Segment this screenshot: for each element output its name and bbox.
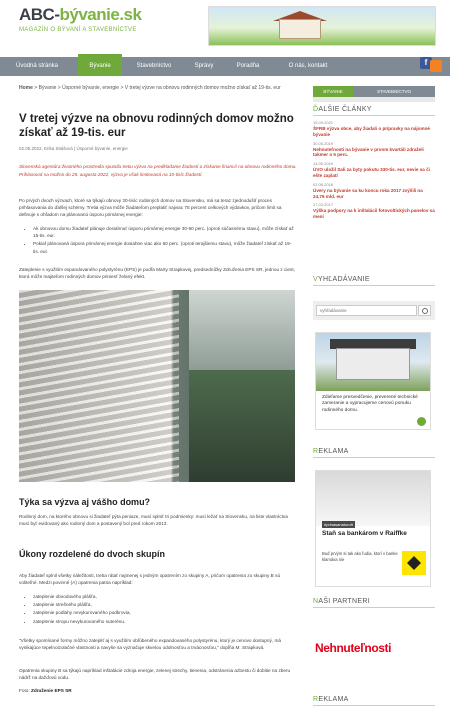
article-paragraph: Rodinný dom, na ktorého obnovu si žiadateľ pýta peniaze, musí splniť tri podmienky: musí ležať na Slovensku, na liste vlastníctva musí byť evidovaný ako rodinný dom a postavený bol pred rokom 2013. [19,514,288,527]
ad-logo-icon [417,417,426,426]
list-item: • zateplenie podlahy nevykurovaného podkrovia, [33,609,297,616]
breadcrumb-sep: > [120,85,124,91]
ad-house [336,348,410,380]
banner-house [279,19,321,39]
facebook-icon[interactable]: f [420,57,432,69]
article-paragraph: Po prvých dvoch výzvach, ktoré sa týkajú obnovy 30-tisíc rodinných domov na Slovensku, má sa teraz zjednodušiť proces prihlasovania do ďalšej schémy. Tretia výzva môže žiadateľom preplatiť najviac 75 percent celkových výdavkov, pričom limit sa definuje s ohľadom na plánovanú úsporu primárnej energie: [19,198,282,218]
measures-list [27,593,297,626]
news-date: 02.08.2018 [313,181,334,187]
news-title[interactable]: Nehnuteľnosti na bývanie v prvom kvartáli zdraželi takmer o 5 perc. [313,146,424,158]
nav-item-poradna[interactable]: Poradňa [236,63,260,69]
list-item: • zateplenie obvodového plášťa, [33,593,297,600]
savings-list [27,225,297,256]
breadcrumb-energie[interactable]: Úsporné bývanie, energie [62,85,120,91]
reklama-heading [313,448,435,458]
tab-stavebnictvo[interactable]: STAVEBNÍCTVO [353,86,435,97]
header-banner-ad[interactable] [208,6,436,46]
ad-subtitle: Buď prvým si tak ako ľudia, ktorí v banke klamáva nie [322,551,398,562]
heading-initial: R [313,448,319,455]
search-box [313,301,435,320]
list-item[interactable] [313,161,435,179]
heading-rest: ALŠIE ČLÁNKY [318,106,372,113]
news-date: 14.05.2019 [313,161,334,167]
news-date: 30.05.2019 [313,140,334,146]
photo-credit [19,688,72,693]
article-title: V tretej výzve na obnovu rodinných domov možno získať až 19-tis. eur [19,113,294,139]
photo-credit-value: Združenie EPS SR [31,688,72,693]
rss-icon[interactable] [430,60,442,72]
breadcrumb-home[interactable]: Home [19,85,33,91]
article-meta: 02.05.2022, Erika Sitášová | Úsporné bývanie, energie [19,146,128,151]
heading-rest: EKLAMA [318,448,349,455]
search-icon[interactable] [418,305,431,316]
heading-initial: R [313,696,319,703]
tab-byvanie[interactable]: BÝVANIE [313,86,353,97]
section-heading: Týka sa výzva aj vášho domu? [19,497,151,507]
site-header [0,0,450,57]
nav-item-byvanie[interactable]: Bývanie [78,54,122,76]
heading-initial: N [313,598,319,605]
section-heading: Úkony rozdelené do dvoch skupín [19,549,166,559]
nav-item-stavebnictvo[interactable]: Stavebníctvo [136,63,172,69]
search-input[interactable] [316,305,417,316]
logo-subtitle: MAGAZÍN O BÝVANÍ A STAVEBNÍCTVE [19,27,137,33]
ad-title: Staň sa bankárom v Raiffke [322,530,407,537]
article-paragraph: Aby žiadateľ splnil všetky náležitosti, treba rátať najmenej s jedným opatrením zo skupiny A, pričom opatrenia zo skupiny B sú voliteľné. Medzi povinné (A) opatrenia patria napríklad: [19,573,281,586]
news-title[interactable]: ÚVO uložil Sali za byty pokutu 330-tis. eur, nevie sa či ešte zaplatí [313,167,430,178]
breadcrumb [19,84,304,93]
sidebar-ad-house[interactable] [315,332,431,430]
list-item[interactable] [313,182,435,200]
list-item: • Pokiaľ plánovaná úspora primárnej energie dosiahne viac ako 60 perc. (oproti terajšiemu stavu), môže žiadateľ získať až 19-tis. eur. [33,240,297,254]
article-photo [19,290,295,482]
news-list [313,120,435,223]
tab-panel-strip [313,97,435,102]
partner-logo-nehnutelnosti[interactable]: Nehnuteľnosti [315,641,392,655]
logo-byvanie: bývanie [59,5,120,24]
article-lead: Slovenská agentúra životného prostredia spustila tretiu výzvu na predkladanie žiadostí o získanie financií na obnovu rodinného domu. Prihlasovať sa možno do 25. augusta 2022, výzva je však limitovaná na 10-tisíc žiadostí. [19,164,297,177]
news-title[interactable]: Výška podpory na k inštalácii fotovoltických panelov sa mení [313,208,435,220]
logo-tld: .sk [119,5,142,24]
article-paragraph: Opatrenia skupiny B sa týkajú napríklad inštalácie zdroja energie, zelenej strechy, tienenia, odstránenia azbestu či dobitie na zberu nádrž na dažďovú vodu. [19,668,291,681]
heading-initial: Ď [313,106,319,113]
breadcrumb-sep: > [34,85,38,91]
nav-item-kontakt[interactable]: O nás, kontakt [288,63,328,69]
photo-trees [189,370,295,482]
site-logo[interactable] [19,5,141,25]
heading-rest: EKLAMA [318,696,349,703]
reklama-heading-2 [313,696,435,706]
photo-credit-label: Foto: [19,688,30,693]
nav-item-spravy[interactable]: Správy [194,63,214,69]
sidebar-ad-raiffeisen[interactable] [315,470,431,587]
heading-rest: AŠI PARTNERI [318,598,370,605]
news-title[interactable]: Úvery na bývanie sa ku koncu roka 2017 zvýšili na 24,76 mld. eur [313,187,423,199]
breadcrumb-sep: > [57,85,61,91]
news-title[interactable]: ŠFRB výzva obce, aby žiadali o prípravky na nájomné bývanie [313,126,430,137]
news-date: 27.03.2017 [313,202,334,208]
article-paragraph: Zateplenie s využitím expandovaného polystyrénu (EPS) je podľa Marty Strapkovej, predsedníčky Združenia EPS SR, jednou z ciest, ktorá môže majiteľom rodinných domov priniesť želaný efekt. [19,267,295,280]
breadcrumb-current: V tretej výzve na obnovu rodinných domov možno získať až 19-tis. eur [124,85,281,91]
ad-image [316,471,431,526]
news-date: 15.09.2021 [313,120,334,125]
ad-hashtag: #prinasanaturoft [324,522,353,527]
ad-text: Zdieľame presvedčenie, preverené technické zameranie a vypracujeme cenovú ponuku rodinného domu. [322,395,418,413]
search-heading [313,276,435,286]
photo-insulated-wall [19,290,179,482]
list-item: • zateplenie strešného plášťa, [33,601,297,608]
nav-item-home[interactable]: Úvodná stránka [15,63,59,69]
main-nav [0,57,450,76]
photo-sky [189,290,295,370]
heading-initial: V [313,276,318,283]
logo-abc: ABC- [19,5,60,24]
list-item[interactable] [313,141,435,159]
heading-rest: YHĽADÁVANIE [317,276,370,283]
breadcrumb-byvanie[interactable]: Bývanie [38,85,57,91]
list-item[interactable] [313,202,435,220]
article-quote: "Všetky spomínané formy môžno zatepliť aj s využitím obľúbeného expandovaného polystyrénu, ktorý je cenovo dostupný, má vynikajúce tepelnoizolačné vlastnosti a navyše sa vyznačuje skvelou odolnosťou a trvácnosťou," dopĺňa M. Strapková. [19,638,281,651]
list-item: • zateplenie stropu nevykurovaného suterénu. [33,618,297,625]
list-item: • Ak obnovou domu žiadateľ plánuje dosiahnuť úsporu primárnej energie 30-60 perc. (oproti súčasnému stavu), môže získať až 15-tis. eur. [33,225,297,239]
partners-heading [313,598,435,608]
ad-image [316,333,431,391]
list-item[interactable] [313,120,435,138]
more-articles-heading [313,106,435,116]
sidebar-tabs [313,86,435,97]
raiffeisen-logo-icon [402,551,426,575]
